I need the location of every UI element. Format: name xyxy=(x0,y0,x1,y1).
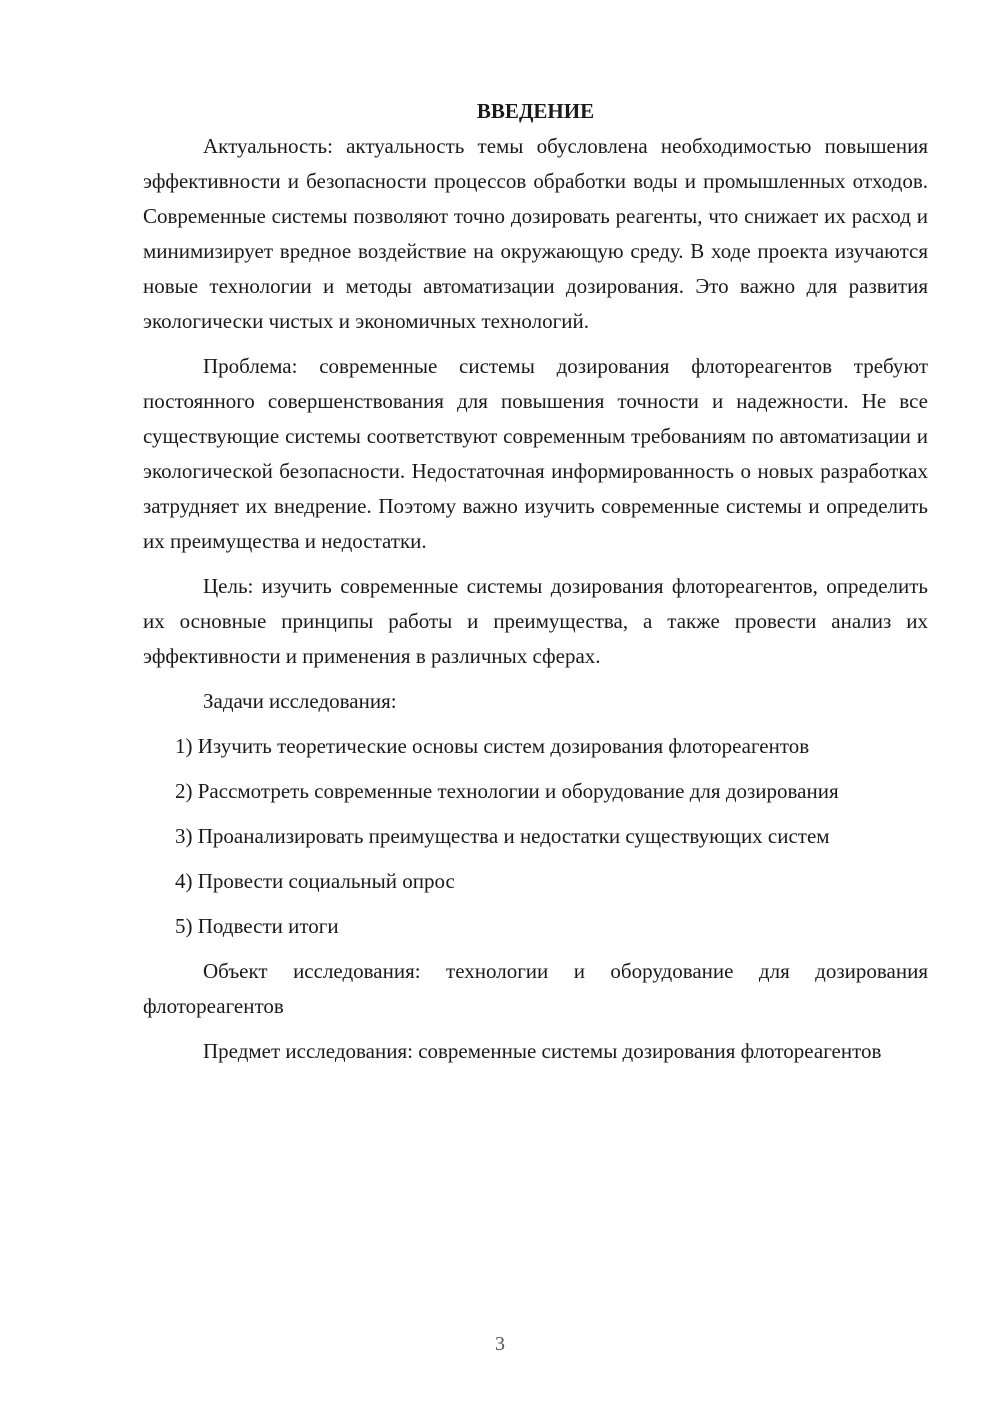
list-item-task-2: 2) Рассмотреть современные технологии и оборудование для дозирования xyxy=(175,779,839,803)
paragraph-relevance: Актуальность: актуальность темы обусловлена необходимостью повышения эффективности и безопасности процессов обработки воды и промышленных отходов. Современные системы позволяют точно дозировать реагенты, что снижает их расход и минимизирует вредное воздействие на окружающую среду. В ходе проекта изучаются новые технологии и методы автоматизации дозирования. Это важно для развития экологически чистых и экономичных технологий. xyxy=(143,134,928,333)
paragraph-tasks-title: Задачи исследования: xyxy=(203,689,397,713)
paragraph-object: Объект исследования: технологии и оборудование для дозирования флотореагентов xyxy=(143,959,928,1018)
list-item-task-3: 3) Проанализировать преимущества и недостатки существующих систем xyxy=(175,824,830,848)
paragraph-subject: Предмет исследования: современные системы дозирования флотореагентов xyxy=(203,1039,882,1063)
list-item-task-4: 4) Провести социальный опрос xyxy=(175,869,455,893)
section-heading: ВВЕДЕНИЕ xyxy=(476,99,595,123)
document-page xyxy=(143,94,928,1079)
page-number: 3 xyxy=(495,1333,505,1355)
paragraph-goal: Цель: изучить современные системы дозирования флотореагентов, определить их основные принципы работы и преимущества, а также провести анализ их эффективности и применения в различных сферах. xyxy=(143,574,928,668)
list-item-task-1: 1) Изучить теоретические основы систем дозирования флотореагентов xyxy=(175,734,810,758)
list-item-task-5: 5) Подвести итоги xyxy=(175,914,339,938)
paragraph-problem: Проблема: современные системы дозирования флотореагентов требуют постоянного совершенствования для повышения точности и надежности. Не все существующие системы соответствуют современным требованиям по автоматизации и экологической безопасности. Недостаточная информированность о новых разработках затрудняет их внедрение. Поэтому важно изучить современные системы и определить их преимущества и недостатки. xyxy=(143,354,928,553)
